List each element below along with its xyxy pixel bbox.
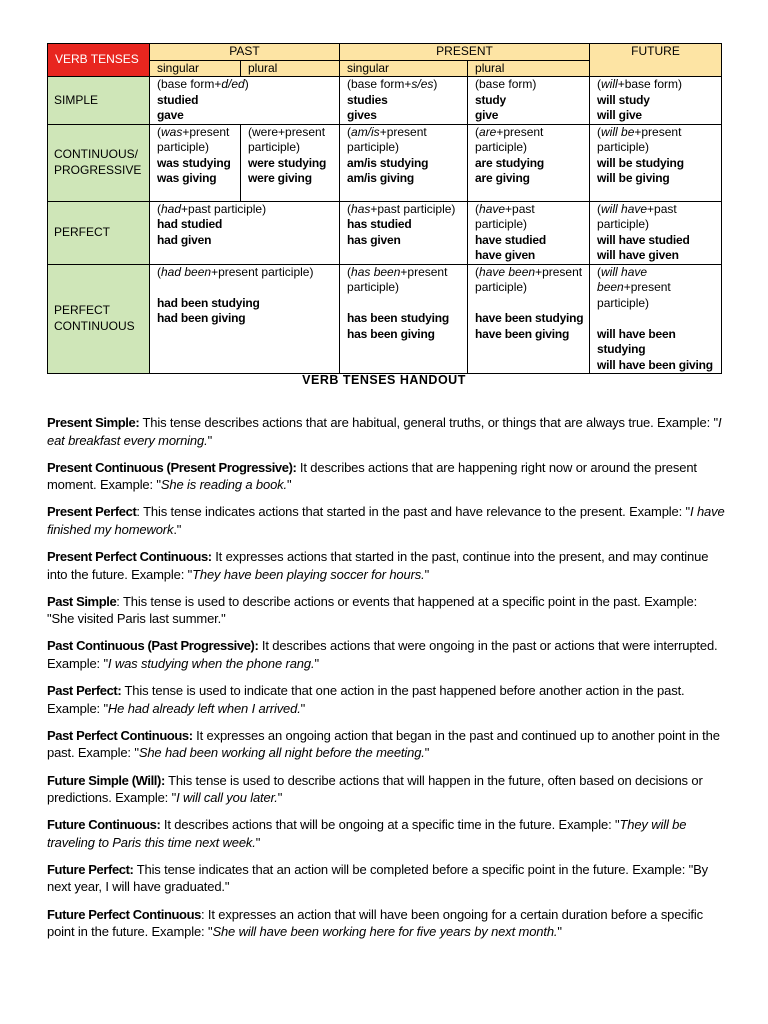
form: has been studying [347, 311, 449, 325]
handout-title: VERB TENSES HANDOUT [302, 373, 466, 387]
cell-perfect-continuous-present-singular [340, 264, 468, 374]
form: has been giving [347, 326, 435, 341]
entry-past-perfect: Past Perfect: This tense is used to indicate that one action in the past happened before another action in the past. Example: "He had already left when I arrived." [47, 683, 685, 716]
form: studies [347, 92, 388, 107]
form: am/is studying [347, 155, 429, 170]
rule: (have been+present participle) [475, 264, 583, 294]
verb-tenses-table [47, 43, 722, 374]
form: will study [597, 92, 650, 107]
rule: (base form+d/ed) [157, 77, 249, 91]
form: will have been studying [597, 326, 676, 356]
cell-continuous-past-plural [241, 124, 340, 201]
row-label-simple: SIMPLE [48, 77, 150, 125]
entry-future-simple: Future Simple (Will): This tense is used to describe actions that will happen in the future, often based on decisions or predictions. Example: "I will call you later." [47, 772, 703, 806]
rule: (will+base form) [597, 77, 683, 91]
form: will have studied [597, 232, 690, 247]
entry-future-continuous: Future Continuous: It describes actions that will be ongoing at a specific time in the future. Example: "They will be traveling to Paris this time next week." [47, 817, 687, 850]
table-corner-label: VERB TENSES [48, 44, 150, 77]
form: gave [157, 108, 184, 122]
header-present-plural: plural [468, 60, 590, 77]
form: was studying [157, 155, 231, 170]
form: will be giving [597, 171, 670, 185]
header-present-singular: singular [340, 60, 468, 77]
cell-perfect-present-singular [340, 201, 468, 264]
rule: (was+present participle) [157, 124, 230, 154]
form: will have been giving [597, 357, 713, 372]
entry-present-perfect-continuous: Present Perfect Continuous: It expresses actions that started in the past, continue into the present, and may continue into the future. Example: "They have been playing soccer for hours." [47, 549, 709, 582]
form: will give [597, 108, 642, 122]
rule: (will have been+present participle) [597, 264, 671, 310]
form: study [475, 92, 507, 107]
form: give [475, 108, 499, 122]
rule: (will have+past participle) [597, 201, 677, 231]
rule: (had been+present participle) [157, 264, 314, 279]
cell-perfect-present-plural [468, 201, 590, 264]
cell-simple-present-plural [468, 77, 590, 125]
form: was giving [157, 171, 217, 185]
form: have been giving [475, 326, 570, 341]
rule: (were+present participle) [248, 124, 326, 154]
form: studied [157, 92, 199, 107]
entry-future-perfect: Future Perfect: This tense indicates that an action will be completed before a specific point in the future. Example: "By next year, I will have graduated." [47, 861, 708, 895]
rule: (will be+present participle) [597, 124, 682, 154]
rule: (had+past participle) [157, 201, 267, 216]
entry-past-continuous: Past Continuous (Past Progressive): It describes actions that were ongoing in the past or actions that were interrupted. Example: "I was studying when the phone rang." [47, 638, 718, 672]
form: will be studying [597, 155, 684, 170]
row-label-perfect-continuous: PERFECT CONTINUOUS [48, 264, 150, 374]
row-label-perfect: PERFECT [48, 201, 150, 264]
cell-continuous-past-singular [150, 124, 241, 201]
rule: (are+present participle) [475, 124, 544, 154]
entry-present-continuous: Present Continuous (Present Progressive): It describes actions that are happening right now or around the present moment. Example: "She is reading a book." [47, 459, 697, 493]
form: were studying [248, 155, 327, 170]
rule: (has been+present participle) [347, 264, 448, 294]
cell-simple-present-singular [340, 77, 468, 125]
cell-perfect-continuous-past [150, 264, 340, 374]
row-simple [48, 77, 722, 125]
form: had been giving [157, 311, 246, 325]
form: have studied [475, 232, 546, 247]
rule: (base form+s/es) [347, 77, 438, 91]
cell-simple-past [150, 77, 340, 125]
entry-future-perfect-continuous: Future Perfect Continuous: It expresses an action that will have been ongoing for a certain duration before a specific point in the future. Example: "She will have been working here for five years by next month." [47, 906, 703, 940]
row-label-continuous: CONTINUOUS/ PROGRESSIVE [48, 124, 150, 201]
rule: (have+past participle) [475, 201, 535, 231]
rule: (base form) [475, 77, 537, 91]
entry-present-perfect: Present Perfect: This tense indicates actions that started in the past and have relevance to the present. Example: "I have finished my homework." [47, 504, 725, 537]
rule: (has+past participle) [347, 201, 456, 216]
form: had been studying [157, 295, 260, 310]
cell-continuous-future [590, 124, 722, 201]
form: gives [347, 108, 377, 122]
entry-past-perfect-continuous: Past Perfect Continuous: It expresses an ongoing action that began in the past and continued up to another point in the past. Example: "She had been working all night before the meeting." [47, 727, 720, 761]
header-present: PRESENT [340, 44, 590, 61]
rule: (am/is+present participle) [347, 124, 427, 154]
cell-continuous-present-plural [468, 124, 590, 201]
cell-perfect-continuous-future [590, 264, 722, 374]
row-perfect-continuous [48, 264, 722, 374]
form: am/is giving [347, 171, 414, 185]
form: are giving [475, 171, 530, 185]
form: has given [347, 232, 401, 247]
header-past-plural: plural [241, 60, 340, 77]
cell-perfect-future [590, 201, 722, 264]
cell-perfect-continuous-present-plural [468, 264, 590, 374]
cell-perfect-past [150, 201, 340, 264]
header-future: FUTURE [590, 44, 722, 77]
form: had studied [157, 217, 223, 231]
form: have been studying [475, 311, 584, 325]
form: has studied [347, 217, 412, 231]
entry-past-simple: Past Simple: This tense is used to describe actions or events that happened at a specific point in the past. Example: "She visited Paris last summer." [47, 593, 698, 627]
form: are studying [475, 155, 544, 170]
form: were giving [248, 171, 312, 185]
form: had given [157, 232, 212, 247]
tense-descriptions [47, 414, 727, 950]
cell-continuous-present-singular [340, 124, 468, 201]
form: will have given [597, 248, 679, 262]
row-perfect [48, 201, 722, 264]
form: have given [475, 248, 536, 262]
row-continuous [48, 124, 722, 201]
header-past: PAST [150, 44, 340, 61]
entry-present-simple: Present Simple: This tense describes actions that are habitual, general truths, or things that are always true. Example: "I eat breakfast every morning." [47, 415, 722, 448]
header-past-singular: singular [150, 60, 241, 77]
cell-simple-future [590, 77, 722, 125]
